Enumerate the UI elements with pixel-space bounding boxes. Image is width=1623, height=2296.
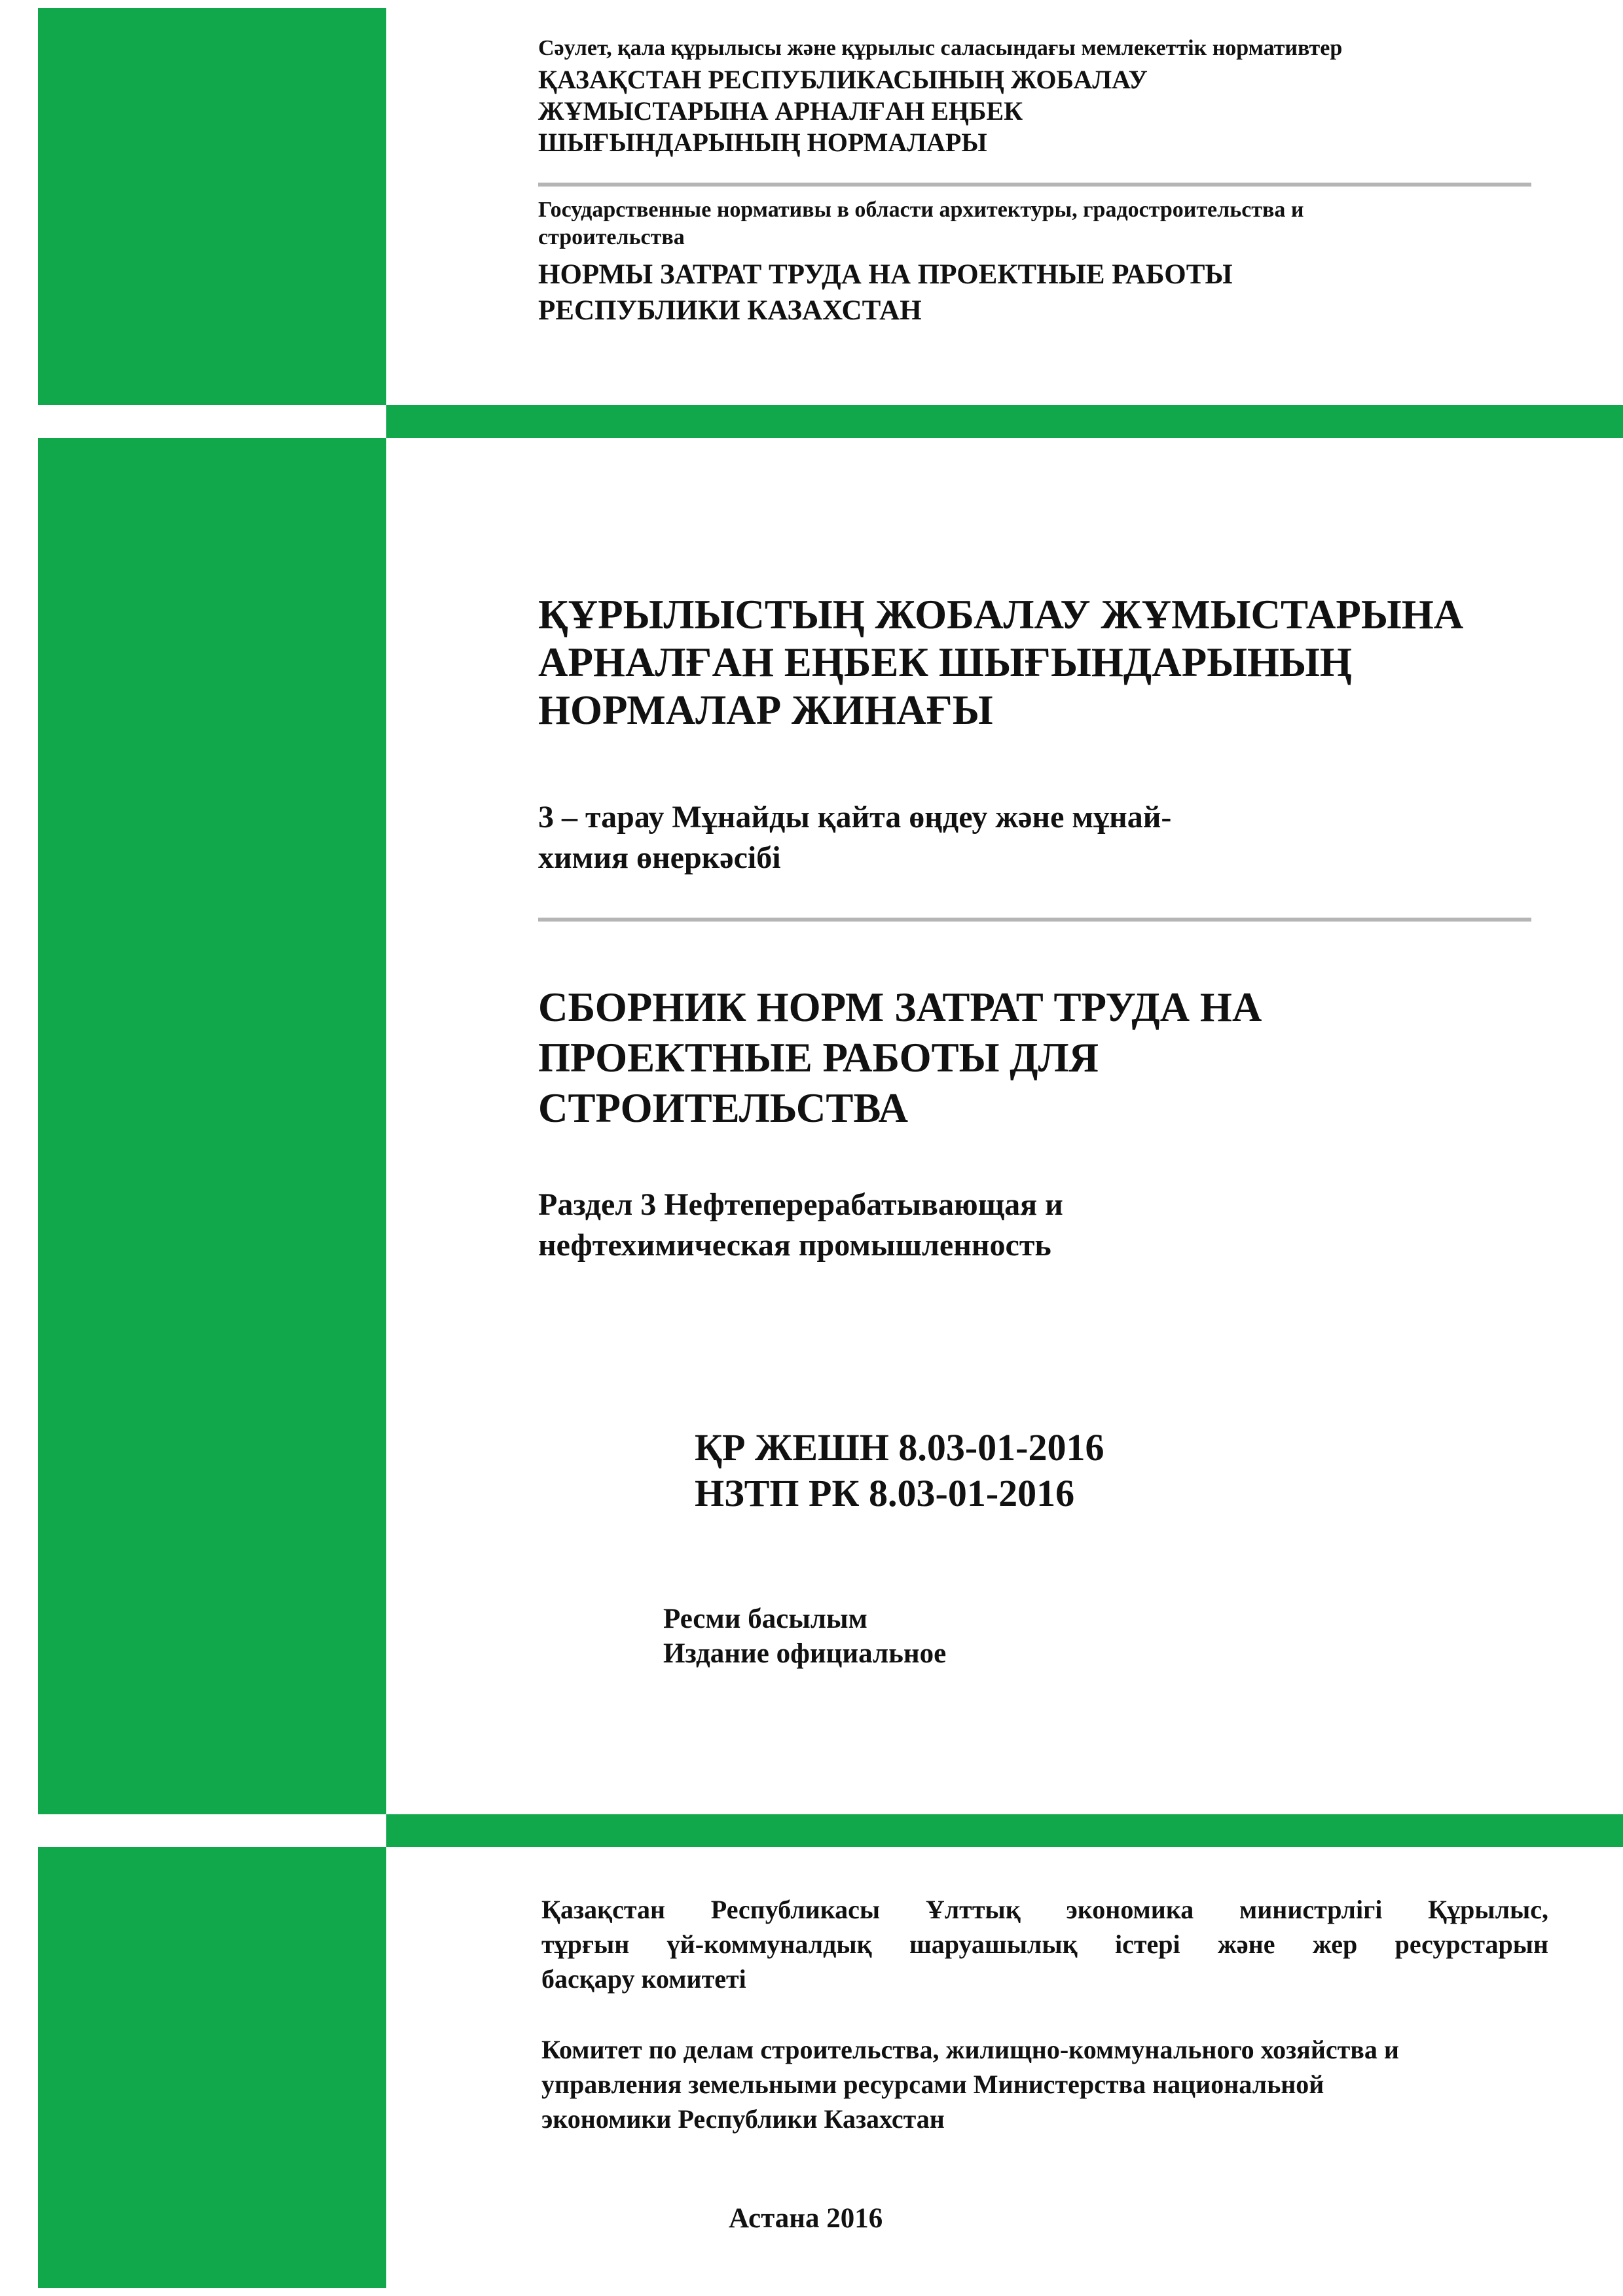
header-ru-subtitle-line: Государственные нормативы в области архитектуры, градостроительства и: [538, 198, 1304, 222]
main-ru-title-line: СБОРНИК НОРМ ЗАТРАТ ТРУДА НА: [538, 984, 1262, 1030]
main-kz-title-line: НОРМАЛАР ЖИНАҒЫ: [538, 687, 993, 733]
document-code-ru: НЗТП РК 8.03-01-2016: [695, 1472, 1075, 1515]
footer-ru-committee-line: экономики Республики Казахстан: [541, 2104, 945, 2134]
header-divider: [538, 183, 1531, 187]
main-ru-title: [538, 982, 1262, 1134]
main-ru-title-line: СТРОИТЕЛЬСТВА: [538, 1085, 908, 1131]
document-codes: [695, 1425, 1104, 1516]
main-ru-section-line: нефтехимическая промышленность: [538, 1228, 1051, 1263]
main-kz-section-line: 3 – тарау Мұнайды қайта өңдеу және мұнай-: [538, 800, 1172, 834]
footer-kz-committee-line: Қазақстан Республикасы Ұлттық экономика министрлігі Құрылыс,: [541, 1895, 1548, 1924]
main-kz-title: [538, 591, 1463, 734]
footer-ru-committee-line: управления земельными ресурсами Министерства национальной: [541, 2070, 1324, 2099]
header-ru-title-line: НОРМЫ ЗАТРАТ ТРУДА НА ПРОЕКТНЫЕ РАБОТЫ: [538, 259, 1233, 290]
main-divider: [538, 918, 1531, 922]
green-block-top: [38, 8, 386, 405]
header-ru-title-line: РЕСПУБЛИКИ КАЗАХСТАН: [538, 295, 922, 326]
header-kz-subtitle: [538, 36, 1342, 61]
edition-kz: Ресми басылым: [663, 1604, 867, 1634]
edition-ru: Издание официальное: [663, 1638, 947, 1669]
document-code-kz: ҚР ЖЕШН 8.03-01-2016: [695, 1426, 1104, 1469]
footer-kz-committee-line: басқару комитеті: [541, 1964, 746, 1994]
green-band-bottom: [386, 1814, 1623, 1847]
header-kz-title-line: ШЫҒЫНДАРЫНЫҢ НОРМАЛАРЫ: [538, 128, 987, 157]
header-kz-title: [538, 64, 1148, 158]
main-kz-title-line: ҚҰРЫЛЫСТЫҢ ЖОБАЛАУ ЖҰМЫСТАРЫНА: [538, 592, 1464, 637]
edition-note: [663, 1602, 946, 1671]
header-ru-subtitle: [538, 196, 1304, 251]
green-block-middle: [38, 438, 386, 1814]
footer-kz-committee: [541, 1892, 1548, 1996]
footer-kz-committee-line: тұрғын үй-коммуналдық шаруашылық істері және жер ресурстарын: [541, 1929, 1548, 1959]
header-ru-title: [538, 257, 1233, 329]
header-kz-subtitle-line: Сәулет, қала құрылысы және құрылыс саласындағы мемлекеттік нормативтер: [538, 36, 1343, 60]
main-kz-section: [538, 797, 1171, 878]
header-ru-subtitle-line: строительства: [538, 225, 685, 249]
green-block-bottom: [38, 1847, 386, 2288]
header-kz-title-line: ЖҰМЫСТАРЫНА АРНАЛҒАН ЕҢБЕК: [538, 96, 1023, 126]
main-ru-title-line: ПРОЕКТНЫЕ РАБОТЫ ДЛЯ: [538, 1035, 1099, 1081]
main-ru-section: [538, 1185, 1063, 1266]
header-kz-title-line: ҚАЗАҚСТАН РЕСПУБЛИКАСЫНЫҢ ЖОБАЛАУ: [538, 65, 1148, 94]
main-kz-section-line: химия өнеркәсібі: [538, 840, 781, 875]
footer-ru-committee-line: Комитет по делам строительства, жилищно-коммунального хозяйства и: [541, 2035, 1399, 2064]
main-ru-section-line: Раздел 3 Нефтеперерабатывающая и: [538, 1187, 1063, 1222]
main-kz-title-line: АРНАЛҒАН ЕҢБЕК ШЫҒЫНДАРЫНЫҢ: [538, 639, 1352, 685]
green-band-top: [386, 405, 1623, 438]
city-year: Астана 2016: [729, 2203, 883, 2234]
footer-ru-committee: [541, 2032, 1399, 2136]
